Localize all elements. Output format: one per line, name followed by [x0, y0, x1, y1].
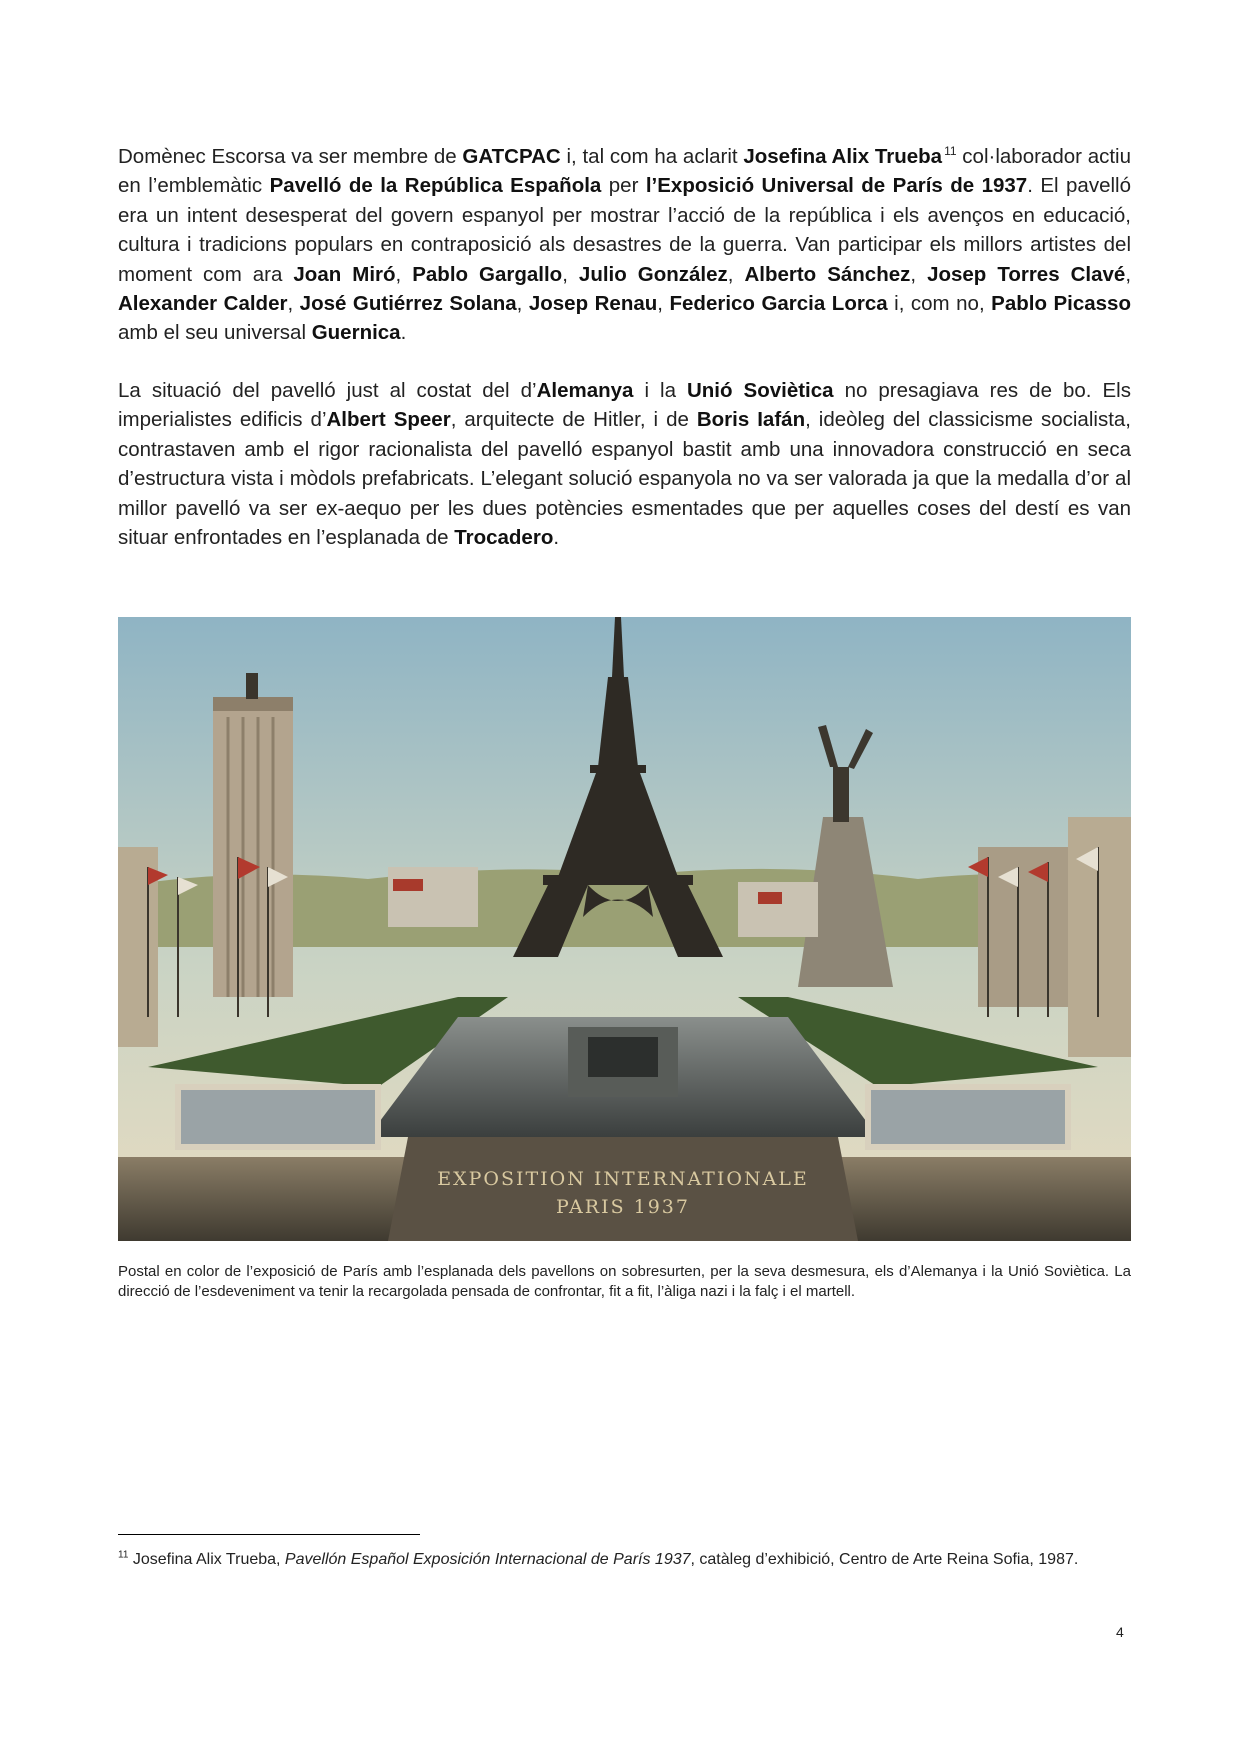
footnote-separator — [118, 1534, 420, 1535]
photo-caption: Postal en color de l’exposició de París amb l’esplanada dels pavellons on sobresurten, per la seva desmesura, els d’Alemanya i la Unió Soviètica. La direcció de l’esdeveniment va tenir la recargolada pensada de confrontar, fit a fit, l’àliga nazi i la falç i el martell. — [118, 1263, 1131, 1300]
postcard-sign-line-1: EXPOSITION INTERNATIONALE — [437, 1168, 809, 1190]
postcard-sign-line-2: PARIS 1937 — [556, 1196, 690, 1218]
footnote-title: Pavellón Español Exposición Internacional de París 1937 — [284, 1551, 691, 1568]
footnote: $^{11}$ Josefina Alix Trueba, Pavellón Español Exposición Internacional de París 1937, catàleg d’exhibició, Centro de Arte Reina Sofia, 1987. — [118, 1549, 1079, 1568]
footnote-number: 11 — [118, 1549, 129, 1561]
footnote-reference[interactable]: 11 — [944, 144, 957, 159]
paragraph-2: La situació del pavelló just al costat del d’Alemanya i la Unió Soviètica no presagiava res de bo. Els imperialistes edificis d’Albert Speer, arquitecte de Hitler, i de Boris Iafán, ideòleg del classicisme socialista, contrastaven amb el rigor racionalista del pavelló espanyol bastit amb una innovadora construcció en seca d’estructura vista i mòdols prefabricats. L’elegant solució espanyola no va ser valorada ja que la medalla d’or al millor pavelló va ser ex-aequo per les dues potències esmentades que per aquelles coses del destí es van situar enfrontades en l’esplanada de Trocadero. — [118, 379, 1131, 550]
paragraph-1: Domènec Escorsa va ser membre de GATCPAC i, tal com ha aclarit Josefina Alix Trueba $^{11}$ col·laborador actiu en l’emblemàtic Pavelló de la República Española per l’Exposició Universal de París de 1937. El pavelló era un intent desesperat del govern espanyol per mostrar l’acció de la república i els avenços en educació, cultura i tradicions populars en contraposició als desastres de la guerra. Van participar els millors artistes del moment com ara Joan Miró, Pablo Gargallo, Julio González, Alberto Sánchez, Josep Torres Clavé, Alexander Calder, José Gutiérrez Solana, Josep Renau, Federico Garcia Lorca i, com no, Pablo Picasso amb el seu universal Guernica. — [118, 144, 1132, 345]
page-number: 4 — [1116, 1624, 1124, 1640]
paris-1937-postcard-illustration — [118, 617, 1131, 1241]
postcard-photo — [118, 617, 1131, 1241]
